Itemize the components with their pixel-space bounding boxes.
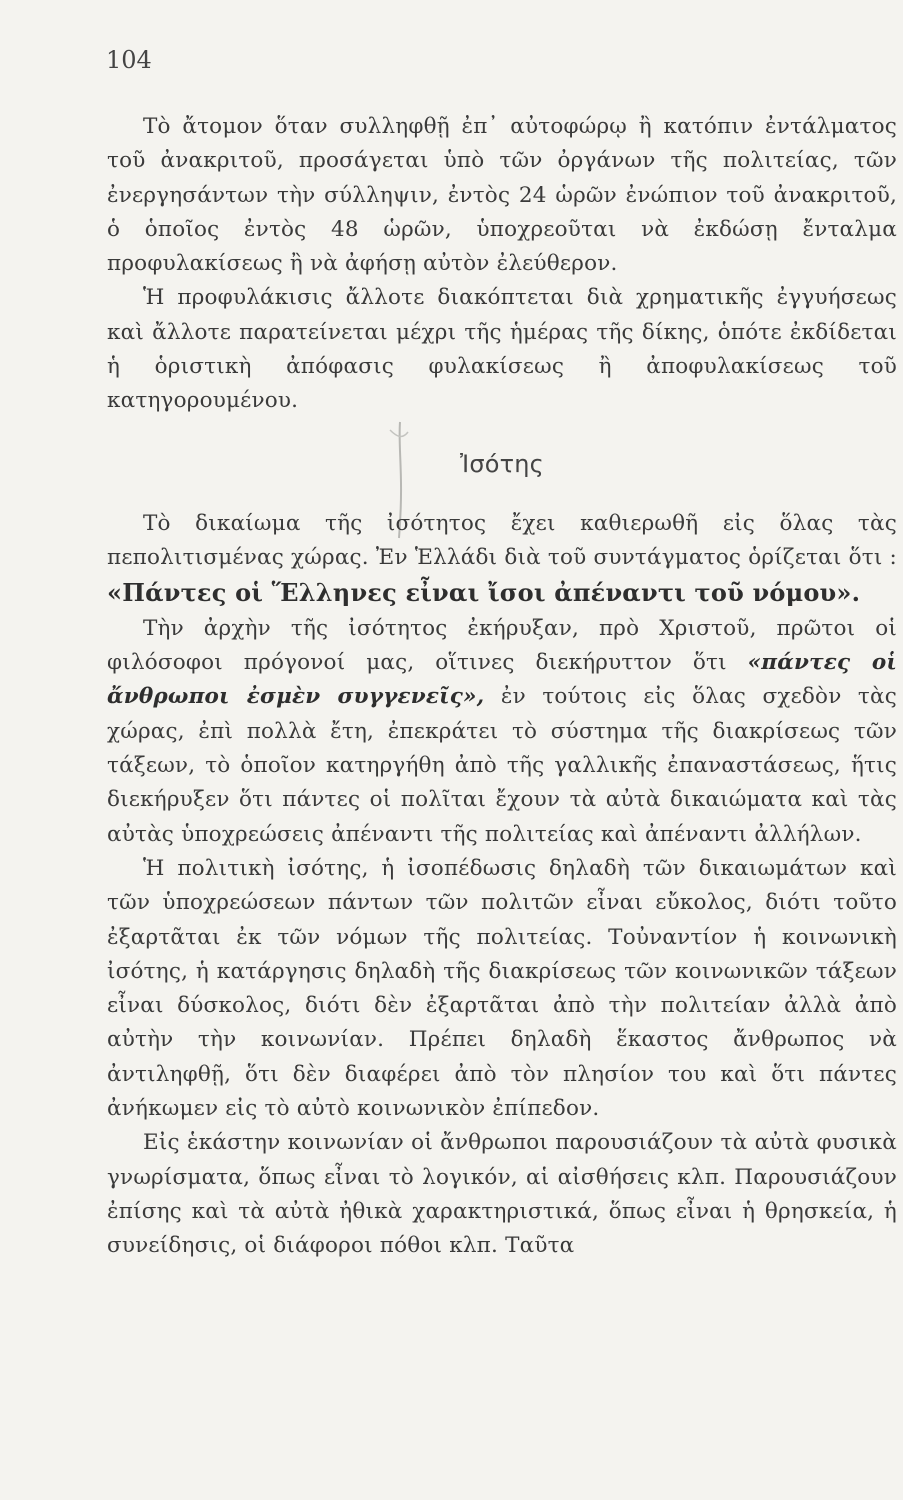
paragraph-political-social: Ἡ πολιτικὴ ἰσότης, ἡ ἰσοπέδωσις δηλαδὴ τῶν δικαιωμάτων καὶ τῶν ὑποχρεώσεων πάντων τῶν πολιτῶν εἶναι εὔκολος, διότι τοῦτο ἐξαρτᾶται ἐκ τῶν νόμων τῆς πολιτείας. Τοὐναντίον ἡ κοινωνικὴ ἰσότης, ἡ κατάργησις δηλαδὴ τῆς διακρίσεως τῶν κοινωνικῶν τάξεων εἶναι δύσκολος, διότι δὲν ἐξαρτᾶται ἀπὸ τὴν πολιτείαν ἀλλὰ ἀπὸ αὐτὴν τὴν κοινωνίαν. Πρέπει δηλαδὴ ἕκαστος ἄνθρωπος νὰ ἀντιληφθῇ, ὅτι δὲν διαφέρει ἀπὸ τὸν πλησίον του καὶ ὅτι πάντες ἀνήκωμεν εἰς τὸ αὐτὸ κοινωνικὸν ἐπίπεδον. bbox=[107, 855, 897, 1122]
paragraph-detention: Ἡ προφυλάκισις ἄλλοτε διακόπτεται διὰ χρηματικῆς ἐγγυήσεως καὶ ἄλλοτε παρατείνεται μέχρι τῆς ἡμέρας τῆς δίκης, ὁπότε ἐκδίδεται ἡ ὁριστικὴ ἀπόφασις φυλακίσεως ἢ ἀποφυλακίσεως τοῦ κατηγορουμένου. bbox=[107, 285, 897, 414]
paragraph-text: ἐν τούτοις εἰς ὅλας σχεδὸν τὰς χώρας, ἐπὶ πολλὰ ἔτη, ἐπεκράτει τὸ σύστημα τῆς διακρίσεως τῶν τάξεων, τὸ ὁποῖον κατηργήθη ἀπὸ τῆς γαλλικῆς ἐπαναστάσεως, ἥτις διεκήρυξεν ὅτι πάντες οἱ πολῖται ἔχουν τὰ αὐτὰ δικαιώματα καὶ τὰς αὐτὰς ὑποχρεώσεις ἀπέναντι τῆς πολιτείας καὶ ἀπέναντι ἀλλήλων. bbox=[107, 684, 897, 847]
paragraph-history bbox=[107, 612, 897, 852]
constitution-quote: «Πάντες οἱ Ἕλληνες εἶναι ἴσοι ἀπέναντι τοῦ νόμου». bbox=[107, 577, 861, 607]
paragraph-society-traits: Εἰς ἑκάστην κοινωνίαν οἱ ἄνθρωποι παρουσιάζουν τὰ αὐτὰ φυσικὰ γνωρίσματα, ὅπως εἶναι τὸ λογικόν, αἱ αἰσθήσεις κλπ. Παρουσιάζουν ἐπίσης καὶ τὰ αὐτὰ ἠθικὰ χαρακτηριστικά, ὅπως εἶναι ἡ θρησκεία, ἡ συνείδησις, οἱ διάφοροι πόθοι κλπ. Ταῦτα bbox=[107, 1130, 897, 1259]
paragraph-text: Τὴν ἀρχὴν τῆς ἰσότητος ἐκήρυξαν, πρὸ Χριστοῦ, πρῶτοι οἱ φιλόσοφοι πρόγονοί μας, οἵτινες διεκήρυττον ὅτι bbox=[107, 615, 897, 676]
philosophers-quote: «πάντες οἱ ἄνθρωποι ἐσμὲν συγγενεῖς», bbox=[107, 650, 897, 710]
paragraph-equality-right bbox=[107, 507, 897, 612]
section-heading: Ἰσότης bbox=[460, 449, 544, 478]
paragraph-text: Τὸ δικαίωμα τῆς ἰσότητος ἔχει καθιερωθῆ εἰς ὅλας τὰς πεπολιτισμένας χώρας. Ἐν Ἑλλάδι διὰ τοῦ συντάγματος ὁρίζεται ὅτι : bbox=[107, 510, 897, 571]
body-text bbox=[107, 110, 897, 1264]
page-number: 104 bbox=[106, 46, 152, 74]
paragraph-arrest: Τὸ ἄτομον ὅταν συλληφθῇ ἐπ᾽ αὐτοφώρῳ ἢ κατόπιν ἐντάλματος τοῦ ἀνακριτοῦ, προσάγεται ὑπὸ τῶν ὀργάνων τῆς πολιτείας, τῶν ἐνεργησάντων τὴν σύλληψιν, ἐντὸς 24 ὡρῶν ἐνώπιον τοῦ ἀνακριτοῦ, ὁ ὁποῖος ἐντὸς 48 ὡρῶν, ὑποχρεοῦται νὰ ἐκδώσῃ ἔνταλμα προφυλακίσεως ἢ νὰ ἀφήσῃ αὐτὸν ἐλεύθερον. bbox=[107, 114, 897, 277]
